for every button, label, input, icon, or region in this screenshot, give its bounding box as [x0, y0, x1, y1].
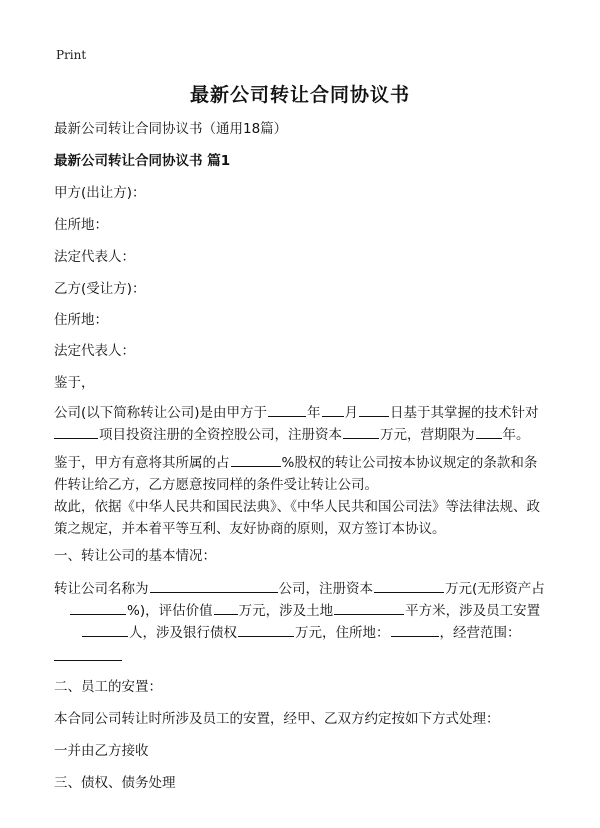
- blank-field: [334, 600, 404, 615]
- text-fragment: 万元，营期限为: [380, 427, 475, 443]
- party-b-address-label: 住所地：: [54, 312, 108, 328]
- blank-field: [70, 600, 126, 615]
- section-heading: 最新公司转让合同协议书 篇1: [54, 153, 231, 169]
- blank-field: [391, 622, 439, 637]
- paragraph-company-intro-line2: [54, 424, 550, 446]
- paragraph-staff-acceptance: 一并由乙方接收: [54, 743, 149, 759]
- blank-field: [150, 578, 278, 593]
- blank-field: [374, 578, 444, 593]
- text-fragment: %股权的转让公司按本协议规定的条款和条件转让给乙方，乙方愿意按同样的条件受让转让公司。: [54, 455, 538, 493]
- document-subtitle: 最新公司转让合同协议书（通用18篇）: [54, 121, 288, 137]
- text-fragment: 公司，注册资本: [278, 581, 373, 597]
- section-1-heading: 一、转让公司的基本情况：: [54, 548, 216, 564]
- text-fragment: 鉴于，甲方有意将其所属的占: [54, 455, 230, 471]
- blank-field: [476, 424, 502, 439]
- blank-field: [214, 600, 238, 615]
- text-fragment: 万元，住所地：: [295, 625, 390, 641]
- print-label[interactable]: Print: [56, 48, 87, 62]
- party-a-label: 甲方(出让方)：: [54, 185, 146, 201]
- text-fragment: 平方米，涉及员工安置: [405, 603, 541, 619]
- section-2-heading: 二、员工的安置：: [54, 679, 162, 695]
- blank-field: [54, 659, 122, 661]
- paragraph-company-info-line1: [54, 578, 550, 600]
- party-b-label: 乙方(受让方)：: [54, 281, 146, 297]
- blank-field: [343, 424, 379, 439]
- blank-field: [322, 402, 344, 417]
- paragraph-company-info-line2: [54, 600, 550, 622]
- paragraph-legal-basis: 故此，依据《中华人民共和国民法典》、《中华人民共和国公司法》等法律法规、政策之规定，并本着平等互利、友好协商的原则，双方签订本协议。: [54, 499, 540, 537]
- blank-field: [54, 424, 98, 439]
- blank-field: [268, 402, 306, 417]
- party-a-representative-label: 法定代表人：: [54, 249, 135, 265]
- blank-field: [82, 622, 128, 637]
- blank-field: [359, 402, 389, 417]
- whereas-label: 鉴于，: [54, 375, 95, 391]
- section-3-heading: 三、债权、债务处理: [54, 775, 176, 791]
- text-fragment: 年。: [502, 427, 530, 443]
- text-fragment: 万元，涉及土地: [238, 603, 334, 619]
- party-a-address-label: 住所地：: [54, 217, 108, 233]
- text-fragment: 转让公司名称为: [54, 581, 149, 597]
- text-fragment: 年: [307, 405, 321, 421]
- text-fragment: 日基于其掌握的技术针对: [390, 405, 539, 421]
- paragraph-company-info-line3: [54, 622, 550, 644]
- text-fragment: 项目投资注册的全资控股公司，注册资本: [99, 427, 342, 443]
- text-fragment: 月: [344, 405, 359, 421]
- text-fragment: 万元(无形资产占: [445, 581, 545, 597]
- blank-field: [238, 622, 294, 637]
- paragraph-company-intro-line1: [54, 402, 550, 424]
- party-b-representative-label: 法定代表人：: [54, 343, 135, 359]
- paragraph-equity-transfer: [54, 452, 550, 496]
- paragraph-staff-arrangement: 本合同公司转让时所涉及员工的安置，经甲、乙双方约定按如下方式处理：: [54, 711, 500, 727]
- text-fragment: 人，涉及银行债权: [129, 625, 237, 641]
- document-title: 最新公司转让合同协议书: [189, 84, 410, 106]
- text-fragment: 公司(以下简称转让公司)是由甲方于: [54, 405, 268, 421]
- blank-field: [231, 452, 281, 467]
- text-fragment: %)，评估价值: [127, 603, 213, 619]
- text-fragment: ，经营范围：: [439, 625, 521, 641]
